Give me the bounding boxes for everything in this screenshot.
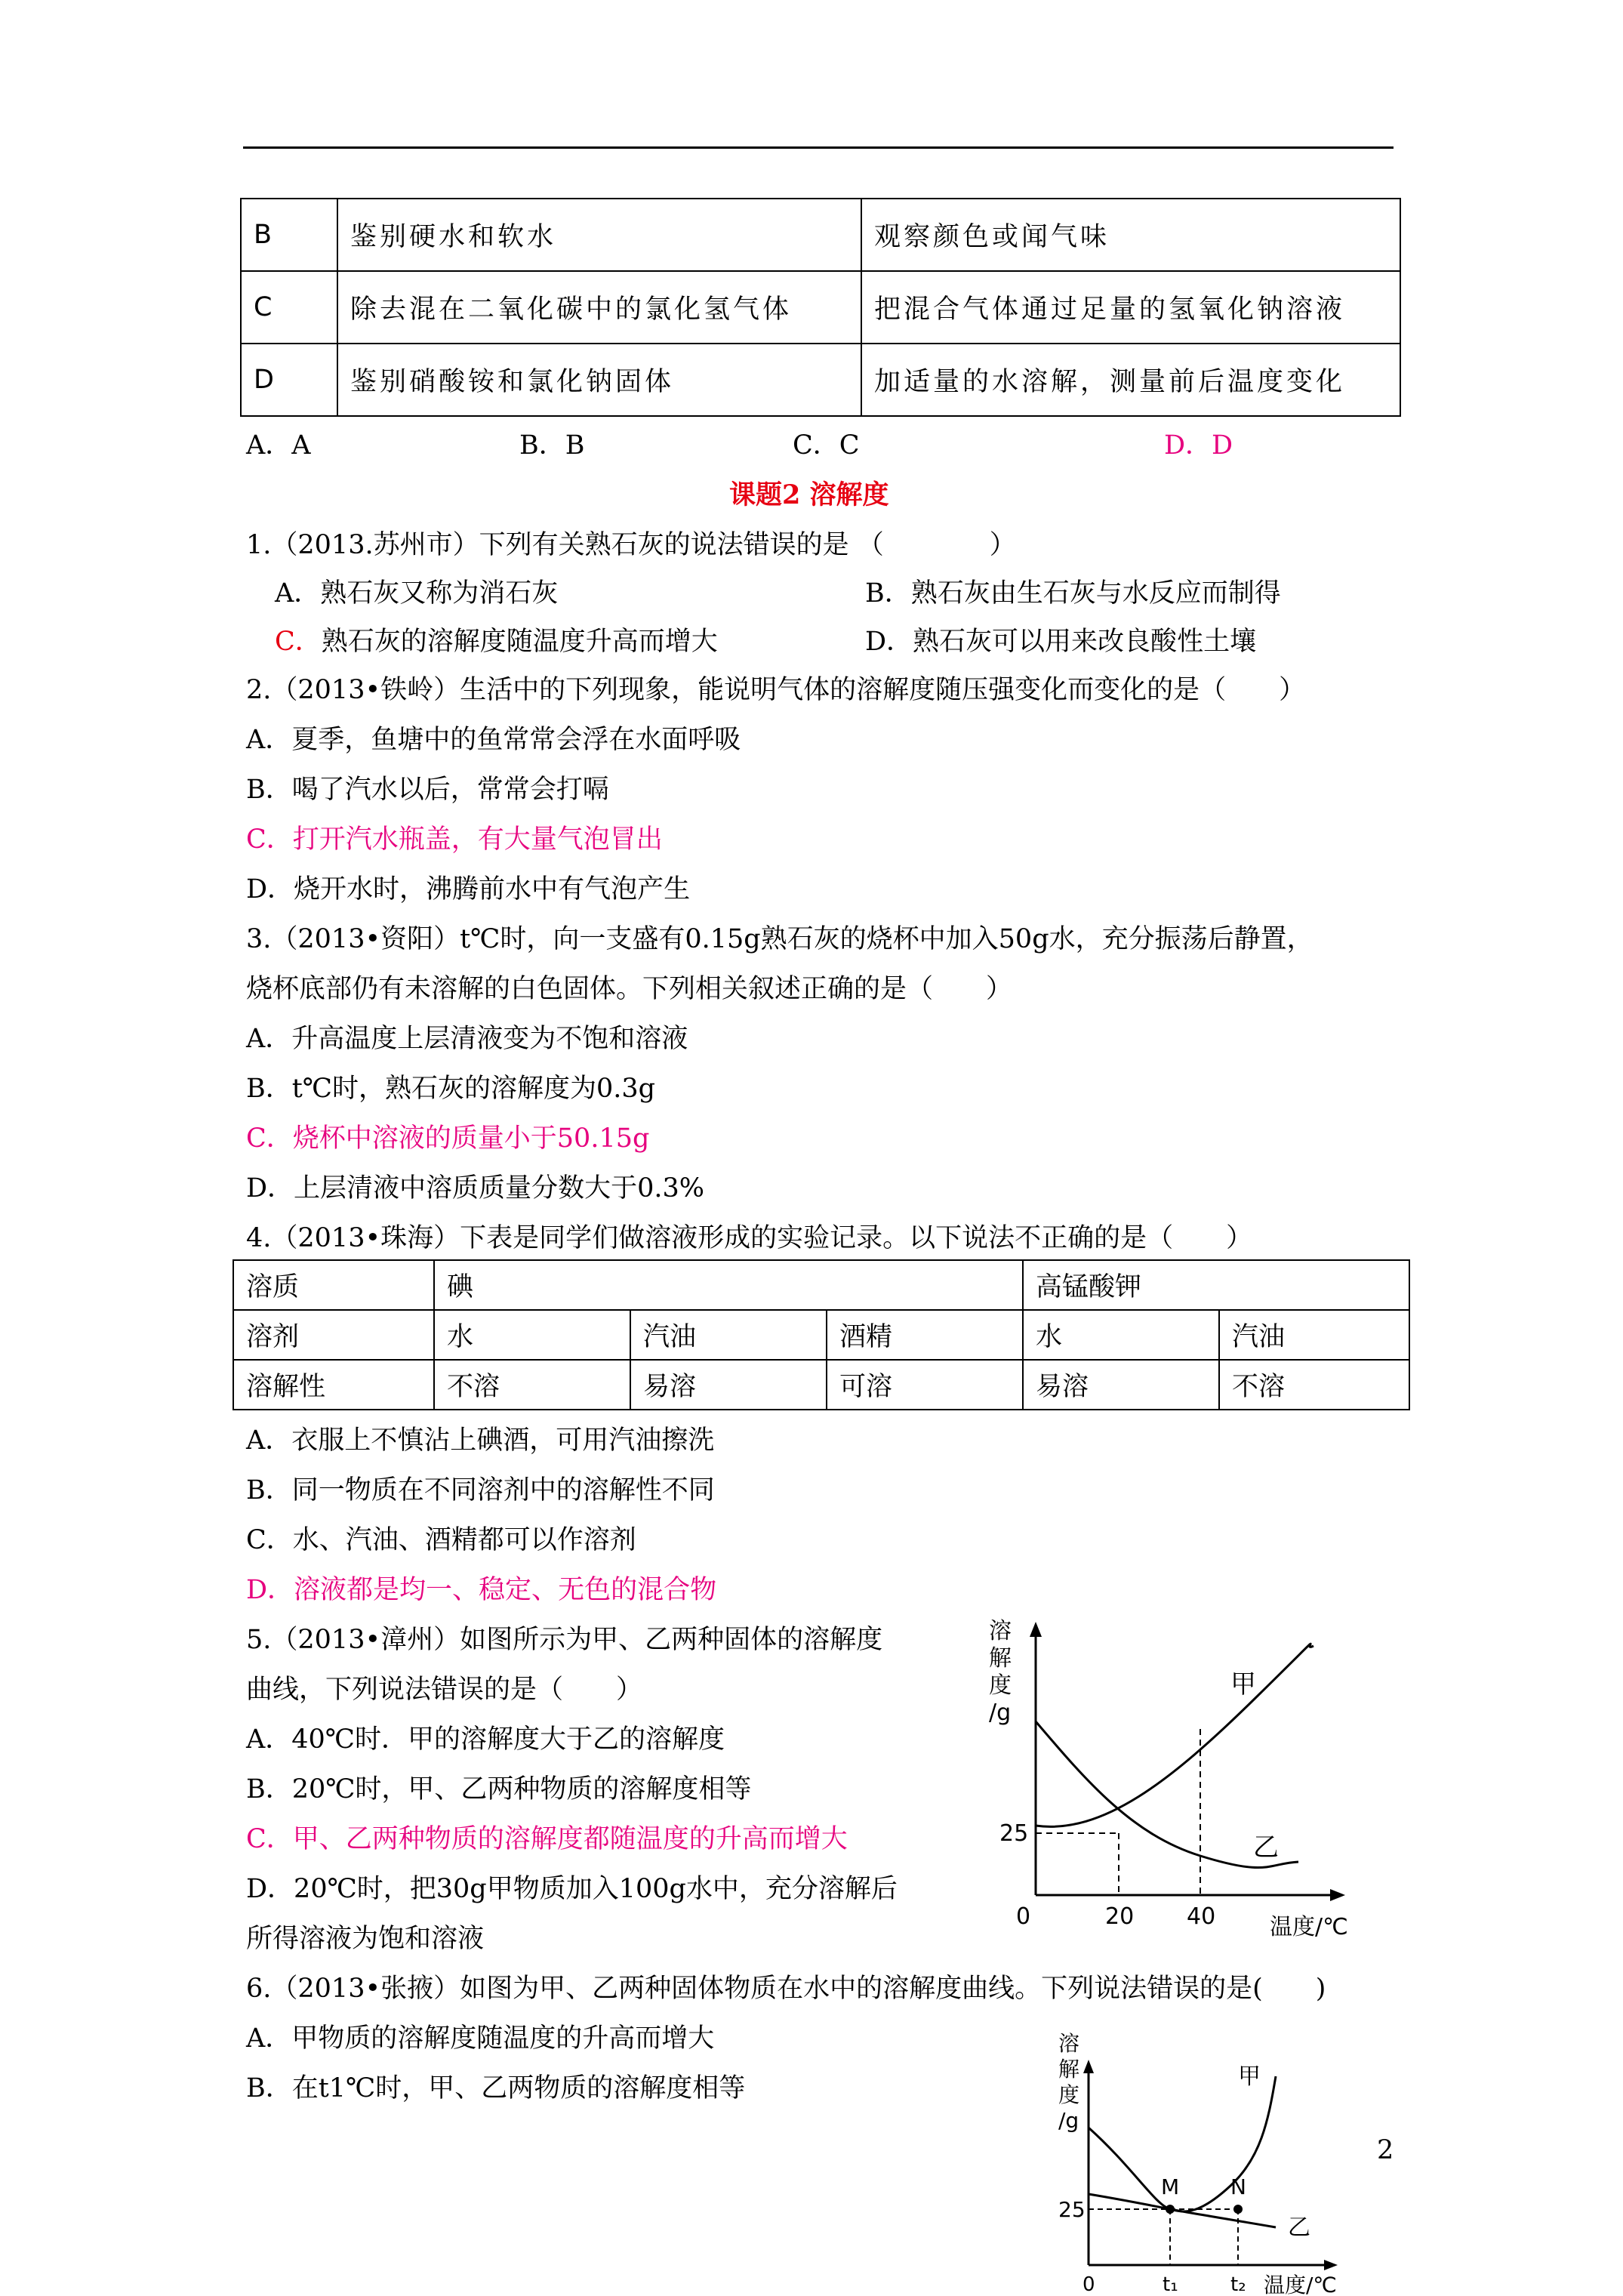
q3-stem-line2: 烧杯底部仍有未溶解的白色固体。下列相关叙述正确的是（ ） xyxy=(246,974,1013,1004)
q4-option-b: B．同一物质在不同溶剂中的溶解性不同 xyxy=(246,1475,715,1505)
solvent-cell: 水 xyxy=(1023,1310,1219,1360)
q3-option-d: D．上层清液中溶质质量分数大于0.3% xyxy=(246,1173,704,1203)
row-method: 加适量的水溶解，测量前后温度变化 xyxy=(861,344,1400,416)
curve-yi xyxy=(1089,2194,1276,2227)
tick-40: 40 xyxy=(1187,1903,1216,1930)
label-m: M xyxy=(1161,2174,1180,2199)
q3-stem-line1: 3.（2013•资阳）t℃时，向一支盛有0.15g熟石灰的烧杯中加入50g水，充分振荡后静置， xyxy=(246,924,1313,954)
header-rule xyxy=(243,146,1394,149)
prev-option-b: B．B xyxy=(519,430,585,461)
solubility-cell: 易溶 xyxy=(1023,1360,1219,1410)
row-method: 把混合气体通过足量的氢氧化钠溶液 xyxy=(861,271,1400,344)
solute-permanganate: 高锰酸钾 xyxy=(1023,1260,1409,1310)
solvent-label: 溶剂 xyxy=(233,1310,434,1360)
origin-label: 0 xyxy=(1083,2273,1095,2296)
solvent-cell: 汽油 xyxy=(630,1310,827,1360)
x-axis-arrow xyxy=(1330,1889,1345,1901)
q2-stem: 2.（2013•铁岭）生活中的下列现象，能说明气体的溶解度随压强变化而变化的是（ ） xyxy=(246,675,1306,705)
solute-label: 溶质 xyxy=(233,1260,434,1310)
row-purpose: 鉴别硬水和软水 xyxy=(337,199,861,271)
tick-20: 20 xyxy=(1105,1903,1135,1930)
q6-stem: 6.（2013•张掖）如图为甲、乙两种固体物质在水中的溶解度曲线。下列说法错误的是( ) xyxy=(246,1974,1326,2004)
page-number: 2 xyxy=(1377,2135,1394,2165)
solvent-cell: 酒精 xyxy=(827,1310,1023,1360)
solubility-label: 溶解性 xyxy=(233,1360,434,1410)
prev-option-a: A．A xyxy=(246,430,311,461)
tick-25: 25 xyxy=(999,1820,1029,1847)
q5-option-d-line1: D．20℃时，把30g甲物质加入100g水中，充分溶解后 xyxy=(246,1874,898,1904)
q4-option-d-answer: D．溶液都是均一、稳定、无色的混合物 xyxy=(246,1575,717,1605)
q6-option-b: B．在t1℃时，甲、乙两物质的溶解度相等 xyxy=(246,2073,746,2103)
y-axis-arrow xyxy=(1030,1622,1042,1637)
q2-option-c-answer: C．打开汽水瓶盖，有大量气泡冒出 xyxy=(246,824,663,855)
y-label-2: 解 xyxy=(989,1645,1012,1672)
q5-stem-line2: 曲线，下列说法错误的是（ ） xyxy=(246,1675,643,1705)
curve-label-jia: 甲 xyxy=(1230,1669,1256,1700)
y-label-2: 解 xyxy=(1058,2057,1080,2082)
table-row xyxy=(241,199,1400,271)
tick-25: 25 xyxy=(1058,2197,1086,2222)
solvent-cell: 汽油 xyxy=(1219,1310,1409,1360)
q1-option-c-text: 熟石灰的溶解度随温度升高而增大 xyxy=(321,627,718,657)
row-letter: C xyxy=(241,271,337,344)
q6-solubility-graph xyxy=(1049,2016,1366,2296)
curve-label-yi: 乙 xyxy=(1288,2214,1310,2241)
curve-label-yi: 乙 xyxy=(1253,1832,1279,1863)
x-axis-label: 温度/℃ xyxy=(1264,2273,1337,2296)
curve-jia xyxy=(1036,1644,1313,1826)
q2-option-d: D．烧开水时，沸腾前水中有气泡产生 xyxy=(246,874,691,905)
row-purpose: 鉴别硝酸铵和氯化钠固体 xyxy=(337,344,861,416)
table-row xyxy=(241,344,1400,416)
solubility-cell: 易溶 xyxy=(630,1360,827,1410)
curve-label-jia: 甲 xyxy=(1238,2063,1261,2090)
q1-option-b: B．熟石灰由生石灰与水反应而制得 xyxy=(865,578,1281,609)
tick-t2: t₂ xyxy=(1230,2273,1246,2296)
q4-option-a: A．衣服上不慎沾上碘酒，可用汽油擦洗 xyxy=(246,1425,715,1456)
q4-stem: 4.（2013•珠海）下表是同学们做溶液形成的实验记录。以下说法不正确的是（ ） xyxy=(246,1223,1253,1253)
q3-option-c-answer: C．烧杯中溶液的质量小于50.15g xyxy=(246,1123,650,1154)
solubility-cell: 不溶 xyxy=(434,1360,630,1410)
q5-option-b: B．20℃时，甲、乙两种物质的溶解度相等 xyxy=(246,1774,752,1804)
q3-option-a: A．升高温度上层清液变为不饱和溶液 xyxy=(246,1024,688,1054)
curve-jia xyxy=(1089,2076,1276,2211)
y-label-3: 度 xyxy=(1058,2082,1080,2107)
x-axis-label: 温度/℃ xyxy=(1270,1914,1348,1940)
q1-option-a: A．熟石灰又称为消石灰 xyxy=(275,578,559,609)
q5-stem-line1: 5.（2013•漳州）如图所示为甲、乙两种固体的溶解度 xyxy=(246,1625,883,1655)
q5-solubility-graph xyxy=(974,1608,1366,1940)
q3-option-b: B．t℃时，熟石灰的溶解度为0.3g xyxy=(246,1074,656,1104)
table-row xyxy=(241,271,1400,344)
label-n: N xyxy=(1230,2174,1246,2199)
solute-iodine: 碘 xyxy=(434,1260,1023,1310)
prev-option-c: C．C xyxy=(793,430,860,461)
row-letter: B xyxy=(241,199,337,271)
tick-t1: t₁ xyxy=(1163,2273,1178,2296)
options-table xyxy=(240,198,1401,417)
y-axis-arrow xyxy=(1083,2060,1094,2073)
origin-label: 0 xyxy=(1016,1903,1031,1930)
table-row xyxy=(233,1310,1409,1360)
solubility-cell: 可溶 xyxy=(827,1360,1023,1410)
q1-option-c-letter: C． xyxy=(275,627,322,657)
row-method: 观察颜色或闻气味 xyxy=(861,199,1400,271)
y-label-4: /g xyxy=(989,1700,1012,1726)
q4-experiment-table xyxy=(233,1259,1410,1410)
q2-option-a: A．夏季，鱼塘中的鱼常常会浮在水面呼吸 xyxy=(246,725,741,755)
table-row xyxy=(233,1360,1409,1410)
q6-option-a: A．甲物质的溶解度随温度的升高而增大 xyxy=(246,2023,715,2054)
table-row xyxy=(233,1260,1409,1310)
point-n xyxy=(1233,2205,1243,2214)
y-label-1: 溶 xyxy=(1058,2031,1080,2056)
y-label-3: 度 xyxy=(989,1672,1012,1699)
solubility-cell: 不溶 xyxy=(1219,1360,1409,1410)
q5-option-a: A．40℃时．甲的溶解度大于乙的溶解度 xyxy=(246,1724,725,1755)
y-label-4: /g xyxy=(1058,2108,1079,2133)
x-axis-arrow xyxy=(1324,2260,1338,2270)
prev-option-d-answer: D．D xyxy=(1164,430,1233,461)
row-letter: D xyxy=(241,344,337,416)
q1-stem: 1.（2013.苏州市）下列有关熟石灰的说法错误的是 （ ） xyxy=(246,530,1016,560)
point-m xyxy=(1166,2205,1175,2214)
q4-option-c: C．水、汽油、酒精都可以作溶剂 xyxy=(246,1525,636,1555)
q1-option-c xyxy=(275,624,718,660)
y-label-1: 溶 xyxy=(989,1618,1012,1644)
q5-option-c-answer: C．甲、乙两种物质的溶解度都随温度的升高而增大 xyxy=(246,1824,848,1854)
q5-option-d-line2: 所得溶液为饱和溶液 xyxy=(246,1924,485,1954)
row-purpose: 除去混在二氧化碳中的氯化氢气体 xyxy=(337,271,861,344)
q2-option-b: B．喝了汽水以后，常常会打嗝 xyxy=(246,775,609,805)
q1-option-d: D．熟石灰可以用来改良酸性土壤 xyxy=(865,627,1257,657)
section-title: 课题2 溶解度 xyxy=(729,479,889,510)
solvent-cell: 水 xyxy=(434,1310,630,1360)
